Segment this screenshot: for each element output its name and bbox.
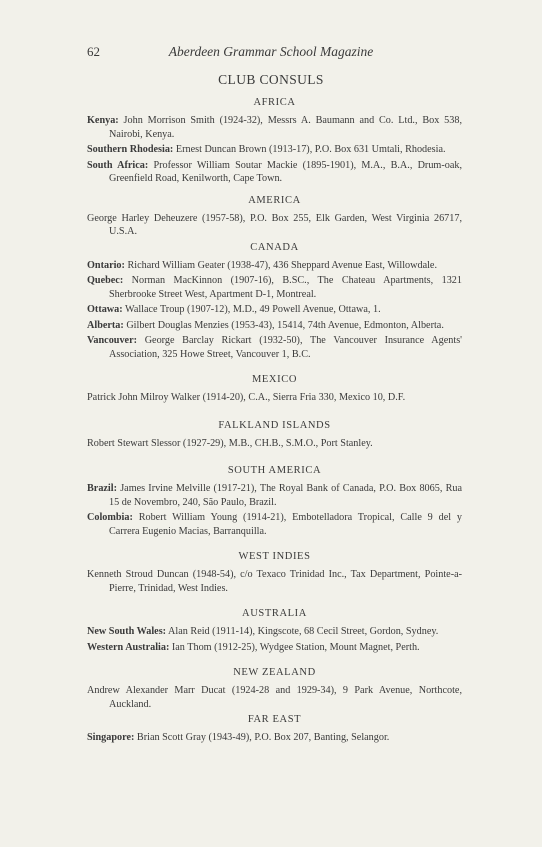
consul-entry <box>87 212 462 239</box>
consul-entry <box>87 274 462 301</box>
region-label: Brazil: <box>87 483 117 494</box>
region-label: South Africa: <box>87 159 149 171</box>
page-header <box>0 44 542 62</box>
consul-entry <box>87 391 462 405</box>
consul-details: Ernest Duncan Brown (1913-17), P.O. Box 631 Umtali, Rhodesia. <box>175 144 446 155</box>
consul-details: George Harley Deheuzere (1957-58), P.O. Box 255, Elk Garden, West Virginia 26717, U.S.A. <box>87 212 462 237</box>
consul-details: Robert Stewart Slessor (1927-29), M.B., CH.B., S.M.O., Port Stanley. <box>87 437 373 449</box>
region-label: Colombia: <box>87 512 133 523</box>
page-number: 62 <box>87 44 100 59</box>
consul-entry <box>87 303 462 317</box>
consul-details: Alan Reid (1911-14), Kingscote, 68 Cecil Street, Gordon, Sydney. <box>168 626 439 637</box>
region-label: Kenya: <box>87 115 119 126</box>
section-south-america <box>87 464 462 538</box>
region-label: Alberta: <box>87 319 124 331</box>
section-heading: AUSTRALIA <box>242 608 307 619</box>
region-label: Ottawa: <box>87 304 123 315</box>
running-title: Aberdeen Grammar School Magazine <box>168 44 374 59</box>
consul-entry <box>87 334 462 361</box>
consul-entry <box>87 143 462 157</box>
region-label: Vancouver: <box>87 335 137 346</box>
section-new-zealand <box>87 666 462 711</box>
page-title: CLUB CONSULS <box>218 72 324 87</box>
consul-entry <box>87 437 462 451</box>
section-heading: AFRICA <box>253 97 296 108</box>
consul-entry <box>87 625 462 639</box>
region-label: Ontario: <box>87 259 125 271</box>
consul-details: Brian Scott Gray (1943-49), P.O. Box 207, Banting, Selangor. <box>136 732 390 743</box>
consul-entry <box>87 684 462 711</box>
consul-entry <box>87 259 462 273</box>
section-west-indies <box>87 550 462 595</box>
consul-entry <box>87 114 462 141</box>
consul-entry <box>87 159 462 186</box>
consul-entry <box>87 319 462 333</box>
consul-details: Gilbert Douglas Menzies (1953-43), 15414, 74th Avenue, Edmonton, Alberta. <box>126 319 444 331</box>
consul-details: James Irvine Melville (1917-21), The Royal Bank of Canada, P.O. Box 8065, Rua 15 de Novembro, 240, São Paulo, Brazil. <box>109 483 462 508</box>
section-heading: FALKLAND ISLANDS <box>218 419 331 431</box>
consul-details: Robert William Young (1914-21), Embotelladora Tropical, Calle 9 del y Carrera Eugenio Macias, Barranquilla. <box>109 512 462 537</box>
consul-details: Andrew Alexander Marr Ducat (1924-28 and 1929-34), 9 Park Avenue, Northcote, Auckland. <box>87 685 462 710</box>
consul-details: John Morrison Smith (1924-32), Messrs A. Baumann and Co. Ltd., Box 538, Nairobi, Kenya. <box>109 115 463 140</box>
consul-entry <box>87 511 462 538</box>
section-mexico <box>87 373 462 405</box>
section-africa <box>87 96 462 186</box>
section-canada <box>87 241 462 362</box>
section-heading: FAR EAST <box>247 714 302 725</box>
section-australia <box>87 607 462 654</box>
consul-details: George Barclay Rickart (1932-50), The Vancouver Insurance Agents' Association, 325 Howe Street, Vancouver 1, B.C. <box>109 335 462 360</box>
section-heading: NEW ZEALAND <box>233 667 316 678</box>
consul-entry <box>87 641 462 655</box>
region-label: New South Wales: <box>87 626 167 637</box>
consul-entry <box>87 731 462 745</box>
consul-details: Patrick John Milroy Walker (1914-20), C.A., Sierra Fria 330, Mexico 10, D.F. <box>87 392 406 403</box>
consul-details: Richard William Geater (1938-47), 436 Sheppard Avenue East, Willowdale. <box>127 259 438 271</box>
consuls-list <box>87 96 462 747</box>
section-heading: MEXICO <box>251 374 297 385</box>
section-heading: WEST INDIES <box>238 551 311 562</box>
section-heading: CANADA <box>250 241 299 253</box>
consul-details: Professor William Soutar Mackie (1895-1901), M.A., B.A., Drum-oak, Greenfield Road, Kenilworth, Cape Town. <box>109 159 462 184</box>
section-falkland-islands <box>87 419 462 451</box>
consul-entry <box>87 568 462 595</box>
section-heading: AMERICA <box>248 194 301 206</box>
consul-details: Kenneth Stroud Duncan (1948-54), c/o Texaco Trinidad Inc., Tax Department, Pointe-a-Pierre, Trinidad, West Indies. <box>87 569 462 594</box>
section-far-east <box>87 713 462 745</box>
region-label: Southern Rhodesia: <box>87 144 174 155</box>
consul-details: Norman MacKinnon (1907-16), B.SC., The Chateau Apartments, 1321 Sherbrooke Street West, Apartment D-1, Montreal. <box>109 275 462 300</box>
section-america <box>87 194 462 239</box>
region-label: Quebec: <box>87 275 124 286</box>
consul-details: Wallace Troup (1907-12), M.D., 49 Powell Avenue, Ottawa, 1. <box>125 304 381 315</box>
consul-details: Ian Thom (1912-25), Wydgee Station, Mount Magnet, Perth. <box>171 641 420 653</box>
region-label: Singapore: <box>87 732 135 743</box>
region-label: Western Australia: <box>87 641 170 653</box>
section-heading: SOUTH AMERICA <box>227 465 322 476</box>
consul-entry <box>87 482 462 509</box>
